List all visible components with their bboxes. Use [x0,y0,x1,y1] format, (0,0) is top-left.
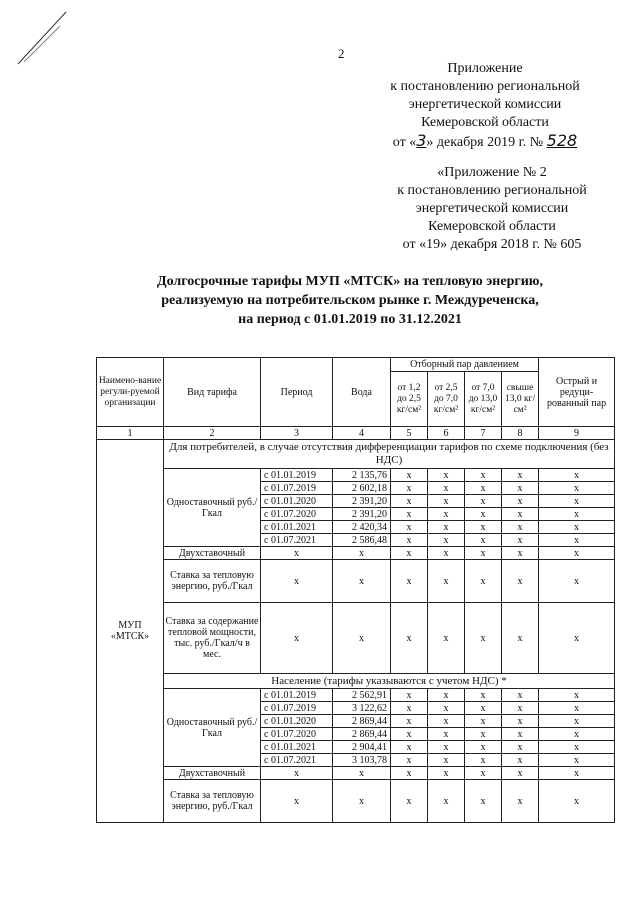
x-cell: х [465,495,502,508]
water-value: 2 391,20 [333,495,391,508]
x-cell: х [465,767,502,780]
energy-rate-label: Ставка за тепловую энергию, руб./Гкал [164,560,261,603]
header-org: Наимено-вание регули-руемой организации [97,358,164,427]
header-pressure-4: свыше 13,0 кг/см² [502,372,539,427]
capacity-rate-row [97,603,615,674]
column-number: 4 [333,427,391,440]
appendix-line: Кемеровской области [421,115,549,130]
column-number: 7 [465,427,502,440]
x-cell: х [502,521,539,534]
x-cell: х [539,603,615,674]
x-cell: х [502,780,539,823]
two-rate-row [97,547,615,560]
period-cell: с 01.01.2019 [261,689,333,702]
appendix-original [372,164,612,254]
x-cell: х [539,508,615,521]
x-cell: х [502,741,539,754]
appendix-line: Приложение [447,61,523,76]
x-cell: х [428,603,465,674]
x-cell: х [502,689,539,702]
section-title-row [97,440,615,469]
appendix-line: энергетической комиссии [408,97,562,112]
water-value: 2 869,44 [333,715,391,728]
section-title: Для потребителей, в случае отсутствия дифференциации тарифов по схеме подключения (без НДС) [164,440,615,469]
x-cell: х [391,702,428,715]
x-cell: х [539,741,615,754]
x-cell: х [539,689,615,702]
header-period: Период [261,358,333,427]
page-number: 2 [338,46,345,61]
x-cell: х [502,767,539,780]
x-cell: х [391,603,428,674]
document-heading [120,272,580,329]
x-cell: х [391,560,428,603]
x-cell: х [465,715,502,728]
single-rate-label: Одноставочный руб./Гкал [164,689,261,767]
x-cell: х [428,728,465,741]
single-rate-label: Одноставочный руб./Гкал [164,469,261,547]
period-cell: с 01.07.2019 [261,482,333,495]
energy-rate-row [97,560,615,603]
header-sharp-steam: Острый и редуци-рованный пар [539,358,615,427]
x-cell: х [391,741,428,754]
appendix-line: к постановлению региональной [397,183,587,198]
water-value: 2 420,34 [333,521,391,534]
water-value: 3 122,62 [333,702,391,715]
x-cell: х [539,482,615,495]
x-cell: х [502,469,539,482]
period-cell: с 01.01.2020 [261,715,333,728]
pen-mark [14,8,74,68]
x-cell: х [502,728,539,741]
x-cell: х [465,689,502,702]
header-steam-group: Отборный пар давлением [391,358,539,372]
water-value: 3 103,78 [333,754,391,767]
column-number: 3 [261,427,333,440]
x-cell: х [428,754,465,767]
tariff-row [97,689,615,702]
x-cell: х [502,482,539,495]
tariff-row [97,469,615,482]
x-cell: х [428,547,465,560]
x-cell: х [465,780,502,823]
heading-line: на период с 01.01.2019 по 31.12.2021 [238,312,462,327]
x-cell: х [428,741,465,754]
appendix-date: от «19» декабря 2018 г. № 605 [402,237,582,252]
appendix-line: энергетической комиссии [415,201,569,216]
x-cell: х [391,534,428,547]
x-cell: х [539,547,615,560]
x-cell: х [539,534,615,547]
appendix-line: к постановлению региональной [390,79,580,94]
x-cell: х [539,780,615,823]
x-cell: х [428,560,465,603]
x-cell: х [502,702,539,715]
appendix-current [360,60,610,152]
x-cell: х [539,495,615,508]
x-cell: х [333,767,391,780]
header-pressure-1: от 1,2 до 2,5 кг/см² [391,372,428,427]
energy-rate-label: Ставка за тепловую энергию, руб./Гкал [164,780,261,823]
x-cell: х [428,534,465,547]
x-cell: х [391,780,428,823]
heading-line: Долгосрочные тарифы МУП «МТСК» на тепловую энергию, [156,274,543,289]
heading-line: реализуемую на потребительском рынке г. Междуреченска, [161,293,539,308]
x-cell: х [502,495,539,508]
org-name: МУП «МТСК» [97,440,164,823]
x-cell: х [502,560,539,603]
x-cell: х [428,469,465,482]
x-cell: х [465,469,502,482]
x-cell: х [502,603,539,674]
x-cell: х [428,702,465,715]
x-cell: х [502,547,539,560]
period-cell: с 01.07.2019 [261,702,333,715]
x-cell: х [391,689,428,702]
x-cell: х [333,547,391,560]
x-cell: х [465,547,502,560]
x-cell: х [539,521,615,534]
x-cell: х [465,508,502,521]
period-cell: с 01.01.2021 [261,741,333,754]
water-value: 2 135,76 [333,469,391,482]
x-cell: х [391,508,428,521]
column-number: 6 [428,427,465,440]
water-value: 2 391,20 [333,508,391,521]
period-cell: с 01.07.2021 [261,754,333,767]
x-cell: х [428,689,465,702]
handwritten-number: 528 [546,131,578,150]
period-cell: с 01.07.2020 [261,508,333,521]
period-cell: с 01.01.2019 [261,469,333,482]
column-number: 9 [539,427,615,440]
x-cell: х [391,715,428,728]
two-rate-label: Двухставочный [164,547,261,560]
x-cell: х [465,741,502,754]
x-cell: х [539,767,615,780]
x-cell: х [428,495,465,508]
tariff-table [96,357,615,823]
x-cell: х [428,780,465,823]
x-cell: х [502,508,539,521]
x-cell: х [391,767,428,780]
appendix-line: «Приложение № 2 [437,165,547,180]
x-cell: х [465,754,502,767]
period-cell: с 01.01.2020 [261,495,333,508]
column-numbers-row [97,427,615,440]
water-value: 2 562,91 [333,689,391,702]
x-cell: х [465,728,502,741]
x-cell: х [333,560,391,603]
header-water: Вода [333,358,391,427]
two-rate-label: Двухставочный [164,767,261,780]
x-cell: х [391,754,428,767]
two-rate-row [97,767,615,780]
x-cell: х [465,521,502,534]
column-number: 2 [164,427,261,440]
energy-rate-row [97,780,615,823]
x-cell: х [391,728,428,741]
x-cell: х [539,560,615,603]
header-tariff-type: Вид тарифа [164,358,261,427]
section-title-row [97,674,615,689]
x-cell: х [391,482,428,495]
x-cell: х [465,560,502,603]
x-cell: х [539,469,615,482]
x-cell: х [465,482,502,495]
x-cell: х [428,482,465,495]
header-pressure-3: от 7,0 до 13,0 кг/см² [465,372,502,427]
x-cell: х [261,767,333,780]
x-cell: х [261,780,333,823]
x-cell: х [465,534,502,547]
x-cell: х [333,603,391,674]
x-cell: х [428,508,465,521]
water-value: 2 586,48 [333,534,391,547]
x-cell: х [261,547,333,560]
x-cell: х [465,702,502,715]
x-cell: х [502,715,539,728]
column-number: 5 [391,427,428,440]
x-cell: х [261,603,333,674]
water-value: 2 602,18 [333,482,391,495]
water-value: 2 869,44 [333,728,391,741]
x-cell: х [428,767,465,780]
appendix-line: Кемеровской области [428,219,556,234]
x-cell: х [465,603,502,674]
x-cell: х [539,728,615,741]
column-number: 8 [502,427,539,440]
x-cell: х [502,754,539,767]
x-cell: х [261,560,333,603]
period-cell: с 01.01.2021 [261,521,333,534]
x-cell: х [391,495,428,508]
handwritten-day: 3 [416,131,427,150]
period-cell: с 01.07.2021 [261,534,333,547]
column-number: 1 [97,427,164,440]
x-cell: х [539,754,615,767]
x-cell: х [428,521,465,534]
x-cell: х [539,702,615,715]
x-cell: х [428,715,465,728]
capacity-rate-label: Ставка за содержание тепловой мощности, тыс. руб./Гкал/ч в мес. [164,603,261,674]
appendix-date [360,132,610,152]
water-value: 2 904,41 [333,741,391,754]
section-title: Население (тарифы указываются с учетом НДС) * [164,674,615,689]
period-cell: с 01.07.2020 [261,728,333,741]
x-cell: х [391,521,428,534]
x-cell: х [333,780,391,823]
date-prefix: от « [392,135,417,150]
x-cell: х [539,715,615,728]
header-pressure-2: от 2,5 до 7,0 кг/см² [428,372,465,427]
x-cell: х [391,469,428,482]
x-cell: х [502,534,539,547]
x-cell: х [391,547,428,560]
date-middle: » декабря 2019 г. № [426,135,544,150]
